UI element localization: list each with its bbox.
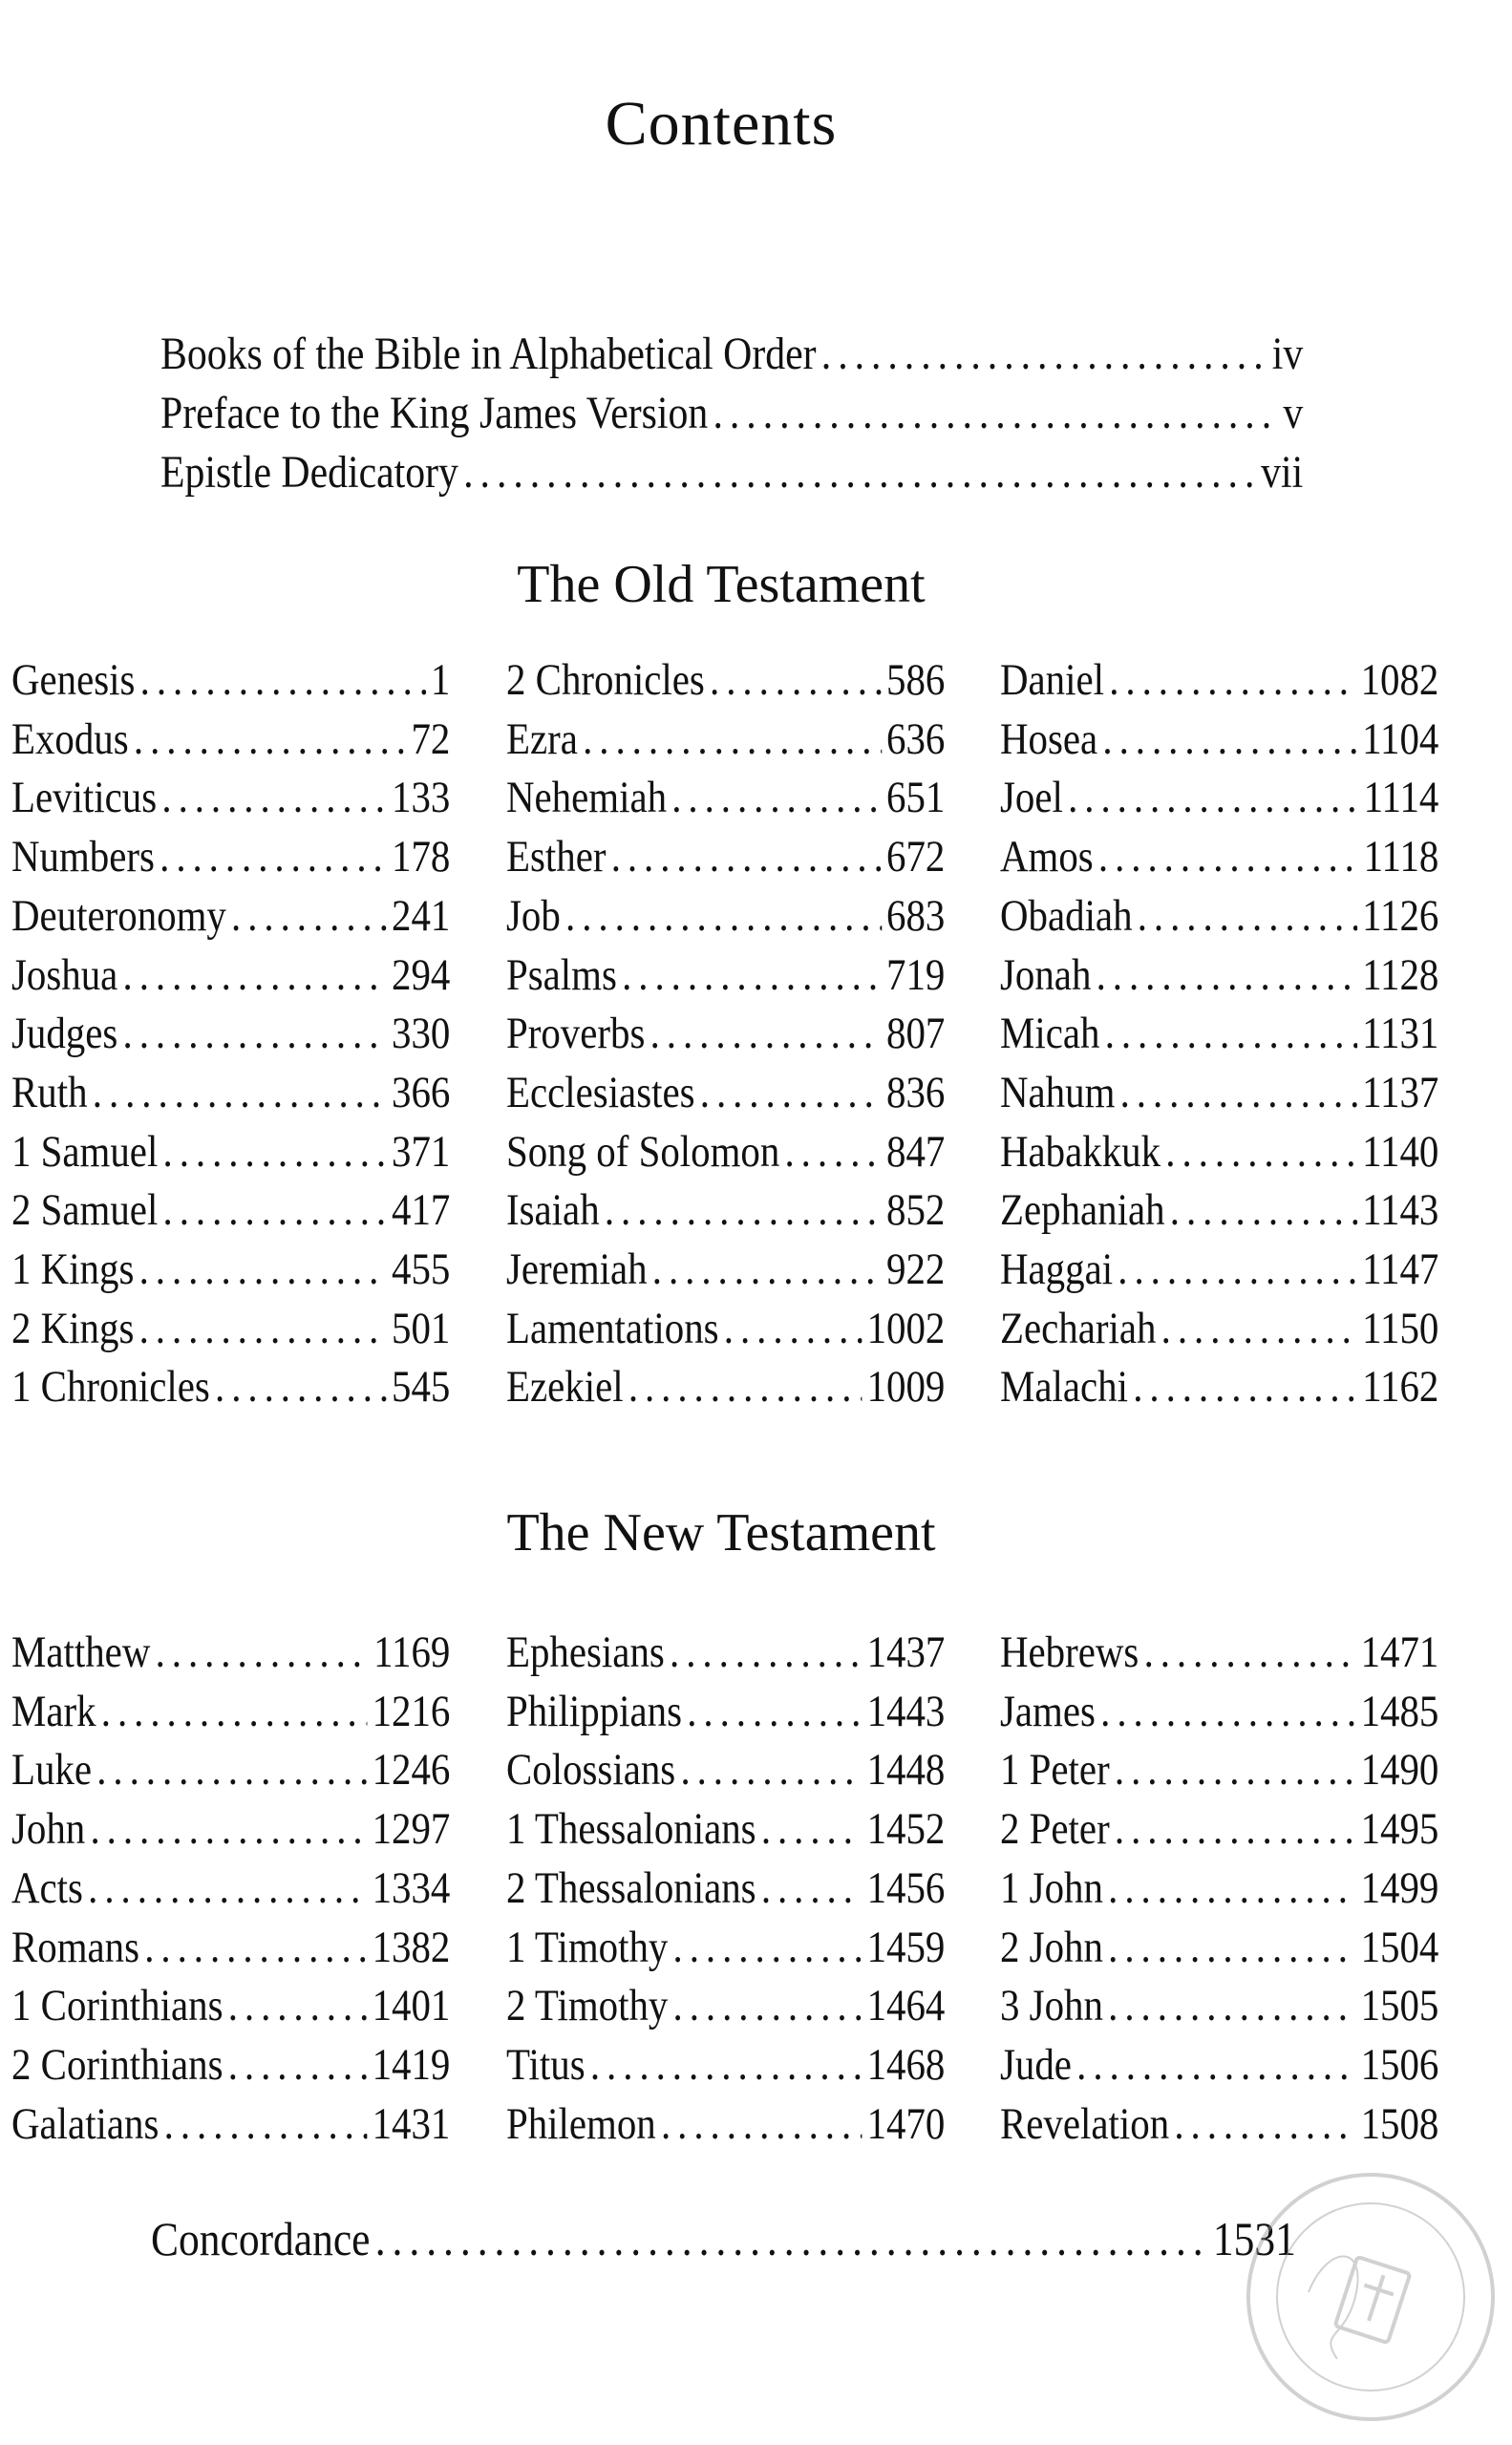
toc-entry-page: 1009 [866,1362,945,1413]
toc-entry-page: 366 [392,1067,451,1117]
toc-entry[interactable] [1000,1358,1438,1417]
toc-entry[interactable] [11,1919,450,1978]
toc-entry-page: 1002 [866,1303,945,1353]
dot-leader [161,769,386,828]
toc-entry-page: 836 [885,1067,945,1117]
toc-entry-page: 1531 [1212,2212,1296,2265]
dot-leader [101,1683,368,1742]
toc-entry-label: Habakkuk [1000,1126,1161,1177]
toc-entry-label: Job [505,890,561,941]
toc-entry-label: Titus [505,2039,586,2090]
toc-entry-label: Joel [1000,773,1063,823]
toc-entry-label: Philemon [505,2098,656,2149]
toc-entry-page: 1456 [866,1862,945,1913]
dot-leader [228,2036,368,2095]
toc-entry-page: 371 [392,1126,451,1177]
toc-entry-label: Zephaniah [1000,1185,1165,1236]
toc-entry[interactable] [11,1123,450,1182]
toc-entry-label: Judges [11,1009,118,1059]
dot-leader [463,443,1256,502]
toc-entry-page: 1147 [1362,1244,1439,1295]
nt-column [1000,1624,1439,2154]
dot-leader [164,2095,368,2155]
toc-entry[interactable] [11,946,450,1006]
toc-entry[interactable] [160,384,1303,443]
toc-entry-page: 330 [392,1009,451,1059]
toc-entry-page: 683 [885,890,945,941]
toc-entry-label: Lamentations [505,1303,719,1353]
toc-entry-page: iv [1271,329,1304,379]
ot-column [1000,651,1439,1417]
dot-leader [1076,2036,1355,2095]
toc-entry-label: Ecclesiastes [505,1067,695,1117]
dot-leader [1108,1860,1355,1919]
toc-entry[interactable] [1000,1123,1438,1182]
toc-entry-label: 2 Corinthians [11,2039,224,2090]
dot-leader [821,325,1267,384]
toc-entry-page: 133 [392,773,451,823]
toc-entry-label: Revelation [1000,2098,1170,2149]
dot-leader [123,1005,387,1064]
dot-leader [1120,1064,1357,1123]
dot-leader [1102,711,1356,770]
toc-entry-page: 1504 [1360,1922,1439,1972]
dot-leader [670,1624,862,1683]
dot-leader [134,711,406,770]
toc-entry-label: 2 Timothy [505,1981,668,2031]
front-matter-list [160,325,1303,502]
toc-entry-page: 1162 [1362,1362,1439,1413]
toc-entry-page: 1437 [866,1627,945,1677]
toc-entry[interactable] [1000,946,1438,1006]
toc-entry-page: 501 [392,1303,451,1353]
toc-entry-label: Obadiah [1000,890,1133,941]
toc-entry-label: Preface to the King James Version [160,387,709,438]
toc-entry-page: 455 [392,1244,451,1295]
toc-entry-page: 1464 [866,1981,945,2031]
toc-entry-label: Genesis [11,655,136,705]
toc-entry-label: 1 Corinthians [11,1981,224,2031]
toc-entry[interactable] [1000,2036,1438,2095]
dot-leader [1133,1358,1357,1417]
toc-entry[interactable] [506,769,945,828]
dot-leader [680,1741,862,1800]
toc-entry[interactable] [11,828,450,887]
dot-leader [375,2208,1208,2270]
dot-leader [565,887,882,946]
toc-entry[interactable] [506,1300,945,1359]
toc-entry-label: 1 Kings [11,1244,135,1295]
toc-entry-page: 1082 [1360,655,1439,705]
dot-leader [622,946,882,1006]
toc-entry-page: 72 [411,713,451,764]
dot-leader [723,1300,862,1359]
toc-entry[interactable] [506,1123,945,1182]
watermark-seal-icon [1242,2168,1500,2426]
toc-entry-page: 1499 [1360,1862,1439,1913]
toc-entry-page: 1505 [1360,1981,1439,2031]
dot-leader [710,651,882,711]
toc-entry-label: Psalms [505,949,617,1000]
toc-entry-label: Hosea [1000,713,1098,764]
toc-entry-label: 2 Chronicles [505,655,705,705]
toc-entry-label: 1 Samuel [11,1126,159,1177]
dot-leader [88,1860,367,1919]
toc-entry[interactable] [1000,2095,1438,2155]
toc-entry[interactable] [506,1919,945,1978]
dot-leader [1105,1005,1357,1064]
toc-entry[interactable] [11,711,450,770]
toc-entry-label: Mark [11,1686,96,1736]
concordance-entry[interactable] [151,2208,1296,2270]
toc-entry[interactable] [506,2036,945,2095]
toc-entry-page: 1459 [866,1922,945,1972]
toc-entry[interactable] [11,1741,450,1800]
toc-entry-label: 2 John [1000,1922,1103,1972]
toc-entry-page: 178 [392,832,451,882]
toc-entry-page: 1150 [1362,1303,1439,1353]
dot-leader [1097,946,1357,1006]
toc-entry-label: Matthew [11,1627,151,1677]
dot-leader [713,384,1279,443]
toc-entry[interactable] [506,887,945,946]
dot-leader [583,711,882,770]
toc-entry[interactable] [1000,1005,1438,1064]
ot-column [11,651,451,1417]
toc-entry-page: 1452 [866,1804,945,1855]
toc-entry-page: 1419 [372,2039,451,2090]
toc-entry-page: 1443 [866,1686,945,1736]
dot-leader [784,1123,881,1182]
toc-entry-page: 417 [392,1185,451,1236]
toc-entry-page: 1140 [1362,1126,1439,1177]
dot-leader [1115,1800,1355,1860]
toc-entry-page: 1169 [373,1627,451,1677]
dot-leader [140,651,426,711]
old-testament-heading: The Old Testament [517,555,926,614]
toc-entry[interactable] [1000,1860,1438,1919]
toc-entry[interactable] [1000,828,1438,887]
dot-leader [672,1919,862,1978]
toc-entry-page: 1495 [1360,1804,1439,1855]
toc-entry[interactable] [11,1300,450,1359]
toc-entry[interactable] [160,325,1303,384]
toc-entry-label: Philippians [505,1686,682,1736]
toc-entry-label: Books of the Bible in Alphabetical Order [160,329,817,379]
toc-entry[interactable] [11,1800,450,1860]
toc-entry-page: 1297 [372,1804,451,1855]
toc-entry-label: Amos [1000,832,1094,882]
toc-entry-page: 1118 [1363,832,1439,882]
toc-entry[interactable] [506,1683,945,1742]
toc-entry-label: 1 Thessalonians [505,1804,756,1855]
dot-leader [1118,1241,1357,1300]
toc-entry[interactable] [1000,1064,1438,1123]
toc-entry-page: v [1283,387,1304,438]
dot-leader [1108,1977,1355,2036]
toc-entry[interactable] [506,1741,945,1800]
concordance-entry-wrap [151,2208,1297,2270]
dot-leader [228,1977,368,2036]
toc-entry-page: 241 [392,890,451,941]
toc-entry[interactable] [11,1181,450,1241]
dot-leader [1170,1181,1357,1241]
toc-entry-label: 2 Thessalonians [505,1862,756,1913]
toc-entry[interactable] [506,1860,945,1919]
toc-entry-page: 847 [885,1126,945,1177]
toc-entry-page: 1448 [866,1745,945,1796]
toc-entry[interactable] [506,1624,945,1683]
toc-entry[interactable] [11,887,450,946]
toc-entry-page: 1431 [372,2098,451,2149]
toc-entry-label: Ruth [11,1067,88,1117]
toc-entry[interactable] [1000,1741,1438,1800]
toc-entry[interactable] [11,2095,450,2155]
dot-leader [651,1241,881,1300]
dot-leader [144,1919,367,1978]
toc-entry-page: 1490 [1360,1745,1439,1796]
toc-entry-label: Zechariah [1000,1303,1157,1353]
toc-entry-page: 1471 [1360,1627,1439,1677]
toc-entry-page: 719 [885,949,945,1000]
dot-leader [650,1005,881,1064]
dot-leader [139,1300,387,1359]
toc-entry-label: Nehemiah [505,773,667,823]
toc-entry[interactable] [506,1005,945,1064]
dot-leader [672,1977,862,2036]
toc-entry-page: 1 [430,655,451,705]
toc-entry[interactable] [1000,1624,1438,1683]
toc-entry-page: 807 [885,1009,945,1059]
toc-entry-label: Daniel [1000,655,1104,705]
toc-entry-label: Ephesians [505,1627,665,1677]
toc-entry-label: Jude [1000,2039,1072,2090]
toc-entry-page: vii [1261,446,1304,498]
toc-entry-page: 1468 [866,2039,945,2090]
dot-leader [160,828,387,887]
toc-entry[interactable] [506,2095,945,2155]
new-testament-grid [11,1624,1439,2154]
toc-entry-label: Esther [505,832,606,882]
toc-entry[interactable] [506,1800,945,1860]
dot-leader [1138,887,1357,946]
dot-leader [699,1064,881,1123]
toc-entry-page: 1128 [1362,949,1439,1000]
dot-leader [1108,1919,1355,1978]
new-testament-heading: The New Testament [506,1503,936,1563]
toc-entry[interactable] [506,711,945,770]
toc-entry-page: 1382 [372,1922,451,1972]
toc-entry-label: Jonah [1000,949,1092,1000]
toc-entry-page: 1126 [1362,890,1439,941]
toc-entry-label: Leviticus [11,773,158,823]
dot-leader [1098,828,1358,887]
toc-entry-page: 586 [885,655,945,705]
toc-entry[interactable] [11,651,450,711]
dot-leader [123,946,387,1006]
dot-leader [760,1860,862,1919]
nt-column [506,1624,946,2154]
toc-entry[interactable] [160,443,1303,502]
toc-entry[interactable] [1000,769,1438,828]
dot-leader [589,2036,862,2095]
toc-entry-label: 2 Samuel [11,1185,159,1236]
toc-entry-label: Nahum [1000,1067,1116,1117]
toc-entry[interactable] [506,1358,945,1417]
toc-entry-page: 1506 [1360,2039,1439,2090]
toc-entry-label: Hebrews [1000,1627,1139,1677]
toc-entry-label: Malachi [1000,1362,1128,1413]
toc-entry[interactable] [1000,887,1438,946]
toc-entry[interactable] [1000,711,1438,770]
toc-entry-label: Exodus [11,713,129,764]
toc-entry-page: 636 [885,713,945,764]
toc-entry-label: Song of Solomon [505,1126,779,1177]
toc-entry[interactable] [1000,1181,1438,1241]
toc-entry[interactable] [506,1181,945,1241]
toc-entry[interactable] [1000,1800,1438,1860]
toc-entry-label: Galatians [11,2098,160,2149]
dot-leader [231,887,387,946]
toc-entry-label: James [1000,1686,1096,1736]
toc-entry-page: 852 [885,1185,945,1236]
toc-entry-page: 1114 [1363,773,1439,823]
toc-entry-page: 922 [885,1244,945,1295]
toc-entry[interactable] [1000,1977,1438,2036]
dot-leader [93,1064,387,1123]
toc-entry[interactable] [11,1064,450,1123]
dot-leader [610,828,881,887]
toc-entry[interactable] [11,1977,450,2036]
toc-entry-label: Ezra [505,713,578,764]
toc-entry-label: 1 John [1000,1862,1103,1913]
toc-entry-label: Romans [11,1922,140,1972]
toc-entry-label: Acts [11,1862,83,1913]
dot-leader [1165,1123,1357,1182]
toc-entry[interactable] [11,1683,450,1742]
toc-entry-page: 1137 [1362,1067,1439,1117]
toc-entry-label: Haggai [1000,1244,1114,1295]
toc-entry[interactable] [1000,1300,1438,1359]
toc-entry[interactable] [11,1624,450,1683]
dot-leader [1161,1300,1357,1359]
toc-entry-page: 1401 [372,1981,451,2031]
toc-entry-page: 1470 [866,2098,945,2149]
toc-entry-page: 545 [392,1362,451,1413]
dot-leader [1100,1683,1355,1742]
toc-entry-page: 1508 [1360,2098,1439,2149]
toc-entry-page: 1334 [372,1862,451,1913]
dot-leader [90,1800,367,1860]
toc-entry-label: 1 Peter [1000,1745,1110,1796]
toc-entry[interactable] [506,828,945,887]
dot-leader [1068,769,1358,828]
dot-leader [628,1358,862,1417]
old-testament-grid [11,651,1439,1417]
toc-entry-page: 1485 [1360,1686,1439,1736]
toc-entry[interactable] [506,651,945,711]
toc-entry-label: 3 John [1000,1981,1103,2031]
toc-entry-label: Jeremiah [505,1244,648,1295]
toc-entry-page: 1143 [1362,1185,1439,1236]
toc-entry-page: 651 [885,773,945,823]
dot-leader [1115,1741,1355,1800]
toc-entry[interactable] [506,1241,945,1300]
toc-entry-label: Luke [11,1745,93,1796]
toc-entry[interactable] [506,946,945,1006]
dot-leader [604,1181,881,1241]
toc-entry-label: Colossians [505,1745,675,1796]
dot-leader [1174,2095,1355,2155]
toc-entry-label: Epistle Dedicatory [160,446,458,498]
toc-entry-label: Deuteronomy [11,890,226,941]
toc-entry-page: 1216 [372,1686,451,1736]
dot-leader [163,1181,387,1241]
toc-entry-label: Joshua [11,949,118,1000]
toc-entry[interactable] [11,1241,450,1300]
toc-entry[interactable] [1000,1919,1438,1978]
ot-column [506,651,946,1417]
toc-entry-page: 1104 [1362,713,1439,764]
toc-entry[interactable] [11,1358,450,1417]
toc-entry[interactable] [1000,1683,1438,1742]
toc-entry[interactable] [11,2036,450,2095]
dot-leader [1144,1624,1356,1683]
toc-entry-page: 1246 [372,1745,451,1796]
toc-entry-label: Proverbs [505,1009,645,1059]
dot-leader [660,2095,861,2155]
toc-entry[interactable] [506,1064,945,1123]
toc-entry-label: John [11,1804,86,1855]
toc-entry-page: 294 [392,949,451,1000]
dot-leader [156,1624,369,1683]
nt-column [11,1624,451,2154]
toc-entry-label: Numbers [11,832,155,882]
toc-entry-label: Isaiah [505,1185,600,1236]
toc-entry[interactable] [11,769,450,828]
toc-entry[interactable] [1000,651,1438,711]
dot-leader [671,769,882,828]
toc-entry[interactable] [11,1005,450,1064]
dot-leader [96,1741,367,1800]
dot-leader [163,1123,387,1182]
toc-entry-page: 672 [885,832,945,882]
dot-leader [760,1800,862,1860]
toc-entry-label: 2 Kings [11,1303,135,1353]
page-title: Contents [605,89,838,159]
dot-leader [215,1358,387,1417]
toc-entry[interactable] [1000,1241,1438,1300]
toc-entry[interactable] [506,1977,945,2036]
toc-entry[interactable] [11,1860,450,1919]
toc-entry-label: 1 Chronicles [11,1362,210,1413]
toc-entry-page: 1131 [1362,1009,1439,1059]
toc-entry-label: Ezekiel [505,1362,624,1413]
dot-leader [139,1241,387,1300]
dot-leader [1109,651,1355,711]
toc-entry-label: 1 Timothy [505,1922,668,1972]
toc-entry-label: 2 Peter [1000,1804,1110,1855]
dot-leader [687,1683,862,1742]
toc-entry-label: Concordance [151,2212,371,2265]
toc-entry-label: Micah [1000,1009,1100,1059]
